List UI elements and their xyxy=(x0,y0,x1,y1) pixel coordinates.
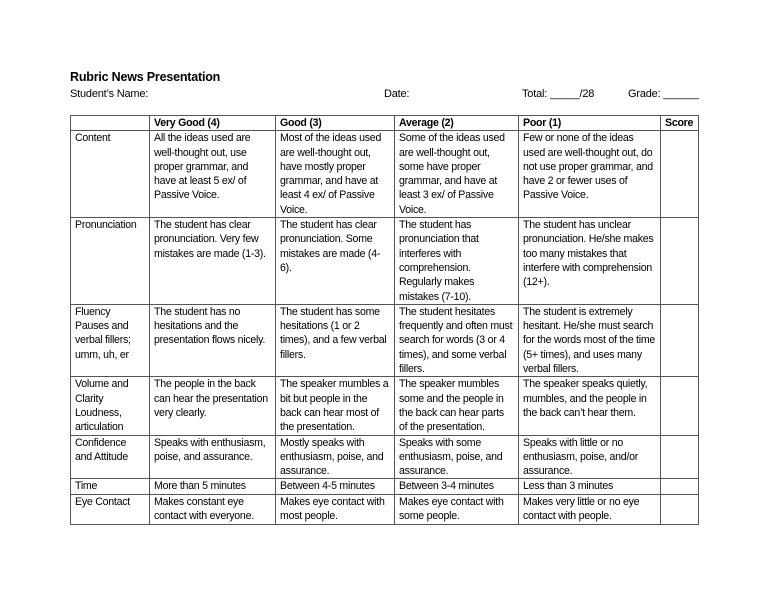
score-cell[interactable] xyxy=(661,479,699,494)
score-cell[interactable] xyxy=(661,377,699,435)
rubric-cell: Makes constant eye contact with everyone. xyxy=(150,494,276,524)
table-row xyxy=(71,131,699,218)
rubric-cell: Makes eye contact with most people. xyxy=(276,494,395,524)
criterion-label: Confidence and Attitude xyxy=(75,436,128,463)
table-row xyxy=(71,304,699,376)
rubric-cell: The student has no hesitations and the presentation flows nicely. xyxy=(150,304,276,376)
rubric-cell: The student has some hesitations (1 or 2 times), and a few verbal fillers. xyxy=(276,304,395,376)
rubric-cell: Makes eye contact with some people. xyxy=(395,494,519,524)
rubric-cell: All the ideas used are well-thought out, use proper grammar, and have at least 5 ex/ of Passive Voice. xyxy=(150,131,276,218)
criterion-cell xyxy=(71,494,150,524)
rubric-cell: Between 4-5 minutes xyxy=(276,479,395,494)
score-cell[interactable] xyxy=(661,494,699,524)
rubric-cell: Mostly speaks with enthusiasm, poise, and assurance. xyxy=(276,435,395,479)
criterion-label: Pronunciation xyxy=(75,219,137,232)
criterion-cell xyxy=(71,479,150,494)
criterion-cell xyxy=(71,304,150,376)
criterion-label: Fluency xyxy=(75,305,111,318)
header-criterion xyxy=(71,116,150,131)
document-title: Rubric News Presentation xyxy=(70,70,221,84)
score-cell[interactable] xyxy=(661,131,699,218)
table-row xyxy=(71,479,699,494)
header-poor: Poor (1) xyxy=(519,116,661,131)
rubric-cell: Most of the ideas used are well-thought out, have mostly proper grammar, and have at least 4 ex/ of Passive Voice. xyxy=(276,131,395,218)
table-row xyxy=(71,377,699,435)
rubric-cell: Speaks with little or no enthusiasm, poise, and/or assurance. xyxy=(519,435,661,479)
criterion-cell xyxy=(71,435,150,479)
rubric-cell: Makes very little or no eye contact with people. xyxy=(519,494,661,524)
header-very-good: Very Good (4) xyxy=(150,116,276,131)
rubric-cell: Speaks with enthusiasm, poise, and assurance. xyxy=(150,435,276,479)
total-label: Total: _____/28 xyxy=(522,88,595,100)
header-score: Score xyxy=(661,116,699,131)
criterion-label: Content xyxy=(75,132,111,145)
header-good: Good (3) xyxy=(276,116,395,131)
rubric-cell: The people in the back can hear the presentation very clearly. xyxy=(150,377,276,435)
rubric-table xyxy=(70,115,699,525)
table-row xyxy=(71,435,699,479)
header-average: Average (2) xyxy=(395,116,519,131)
criterion-cell xyxy=(71,131,150,218)
rubric-cell: Between 3-4 minutes xyxy=(395,479,519,494)
rubric-cell: The student has clear pronunciation. Some mistakes are made (4-6). xyxy=(276,218,395,305)
criterion-cell xyxy=(71,377,150,435)
rubric-cell: The speaker mumbles some and the people in the back can hear parts of the presentation. xyxy=(395,377,519,435)
criterion-label: Volume and Clarity xyxy=(75,378,129,405)
rubric-cell: More than 5 minutes xyxy=(150,479,276,494)
rubric-cell: The speaker mumbles a bit but people in the back can hear most of the presentation. xyxy=(276,377,395,435)
rubric-cell: The student has clear pronunciation. Very few mistakes are made (1-3). xyxy=(150,218,276,305)
rubric-cell: The speaker speaks quietly, mumbles, and the people in the back can’t hear them. xyxy=(519,377,661,435)
score-cell[interactable] xyxy=(661,435,699,479)
rubric-cell: Few or none of the ideas used are well-thought out, do not use proper grammar, and have 2 or fewer uses of Passive Voice. xyxy=(519,131,661,218)
rubric-cell: Some of the ideas used are well-thought out, some have proper grammar, and have at least 3 ex/ of Passive Voice. xyxy=(395,131,519,218)
date-label: Date: xyxy=(384,88,410,100)
criterion-sub-label: Pauses and verbal fillers; umm, uh, er xyxy=(75,320,131,361)
criterion-label: Eye Contact xyxy=(75,495,130,508)
grade-label: Grade: ______ xyxy=(628,88,699,100)
criterion-cell xyxy=(71,218,150,305)
score-cell[interactable] xyxy=(661,218,699,305)
criterion-sub-label: Loudness, articulation xyxy=(75,406,124,434)
rubric-cell: Less than 3 minutes xyxy=(519,479,661,494)
rubric-cell: The student has unclear pronunciation. He/she makes too many mistakes that interfere with comprehension (12+). xyxy=(519,218,661,305)
student-name-label: Student’s Name: xyxy=(70,88,149,100)
score-cell[interactable] xyxy=(661,304,699,376)
rubric-cell: The student has pronunciation that interferes with comprehension. Regularly makes mistakes (7-10). xyxy=(395,218,519,305)
header-row xyxy=(71,116,699,131)
rubric-cell: The student hesitates frequently and often must search for words (3 or 4 times), and some verbal fillers. xyxy=(395,304,519,376)
criterion-label: Time xyxy=(75,480,98,493)
rubric-cell: Speaks with some enthusiasm, poise, and assurance. xyxy=(395,435,519,479)
table-row xyxy=(71,494,699,524)
table-row xyxy=(71,218,699,305)
rubric-cell: The student is extremely hesitant. He/she must search for the words most of the time (5+ times), and uses many verbal fillers. xyxy=(519,304,661,376)
